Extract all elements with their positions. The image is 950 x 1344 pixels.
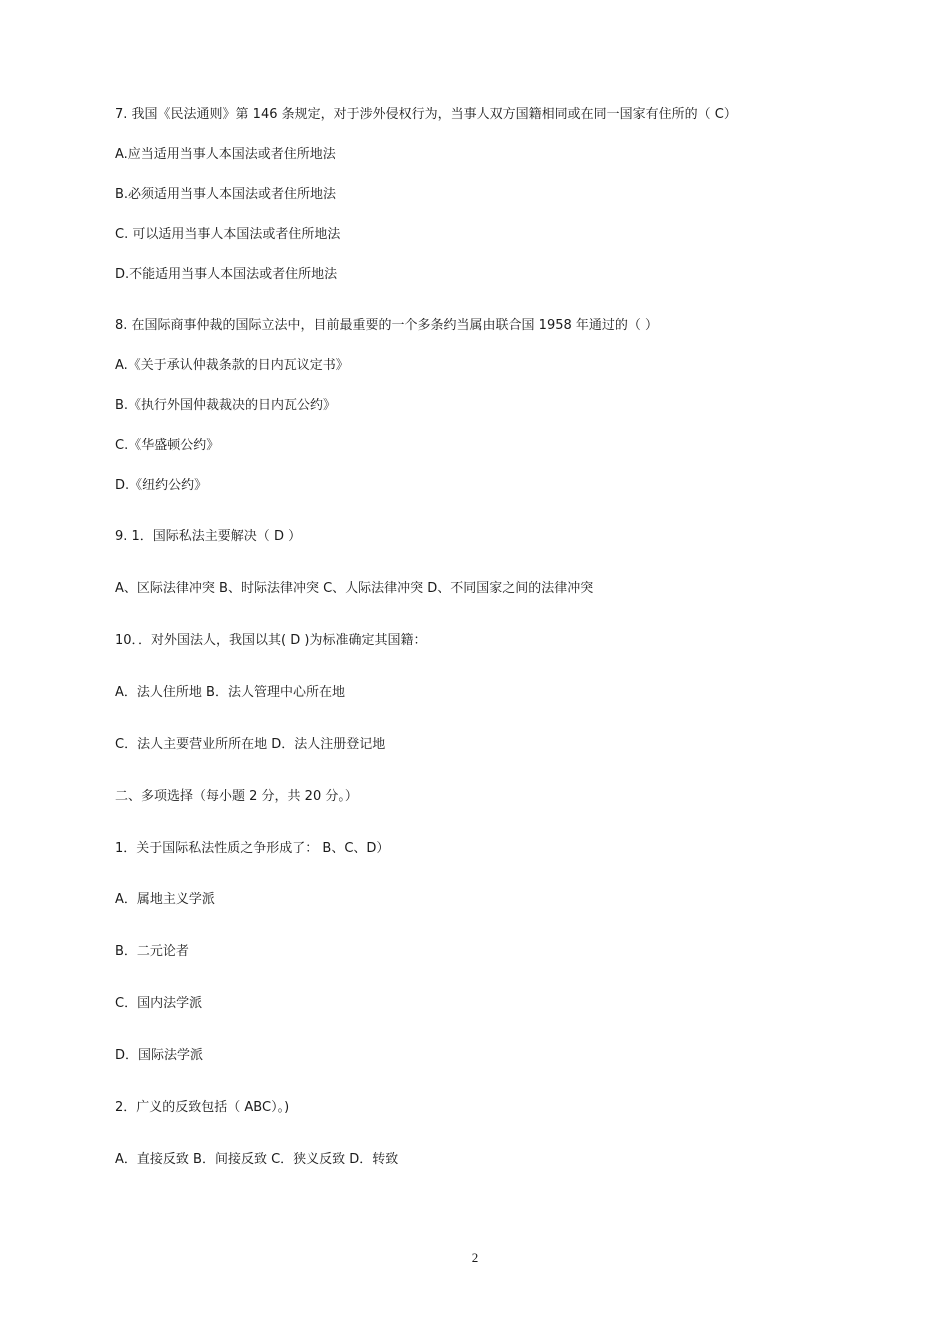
question-8-option-b: B.《执行外国仲裁裁决的日内瓦公约》 xyxy=(115,398,337,413)
multi-question-1-option-d: D．国际法学派 xyxy=(115,1048,204,1063)
question-8-stem: 8. 在国际商事仲裁的国际立法中，目前最重要的一个多条约当属由联合国 1958 年通过的（ ） xyxy=(115,318,659,333)
multi-question-2-stem: 2．广义的反致包括（ ABC）。) xyxy=(115,1100,290,1115)
question-9-stem: 9. 1．国际私法主要解决（ D ） xyxy=(115,529,302,544)
question-10-stem: 10．．对外国法人，我国以其( D )为标准确定其国籍： xyxy=(115,633,427,648)
multi-question-1-stem: 1．关于国际私法性质之争形成了： B、C、D） xyxy=(115,841,390,856)
page-number: 2 xyxy=(471,1250,479,1265)
multi-question-1-option-a: A．属地主义学派 xyxy=(115,892,215,907)
multi-question-2-options: A．直接反致 B．间接反致 C．狭义反致 D．转致 xyxy=(115,1152,399,1167)
question-10-options-ab: A．法人住所地 B．法人管理中心所在地 xyxy=(115,685,345,700)
multi-question-1-option-b: B．二元论者 xyxy=(115,944,189,959)
multi-question-1-option-c: C．国内法学派 xyxy=(115,996,203,1011)
question-8-option-c: C.《华盛顿公约》 xyxy=(115,438,220,453)
question-7-option-a: A.应当适用当事人本国法或者住所地法 xyxy=(115,147,336,162)
question-7-option-d: D.不能适用当事人本国法或者住所地法 xyxy=(115,267,338,282)
question-7-option-b: B.必须适用当事人本国法或者住所地法 xyxy=(115,187,337,202)
question-10-options-cd: C．法人主要营业所所在地 D．法人注册登记地 xyxy=(115,737,386,752)
question-8-option-a: A.《关于承认仲裁条款的日内瓦议定书》 xyxy=(115,358,349,373)
question-7-option-c: C. 可以适用当事人本国法或者住所地法 xyxy=(115,227,341,242)
question-9-options: A、区际法律冲突 B、时际法律冲突 C、人际法律冲突 D、不同国家之间的法律冲突 xyxy=(115,581,594,596)
question-7-stem: 7. 我国《民法通则》第 146 条规定，对于涉外侵权行为，当事人双方国籍相同或在同一国家有住所的（ C） xyxy=(115,107,737,122)
section-heading: 二、多项选择（每小题 2 分，共 20 分。） xyxy=(115,789,358,804)
question-8-option-d: D.《纽约公约》 xyxy=(115,478,208,493)
